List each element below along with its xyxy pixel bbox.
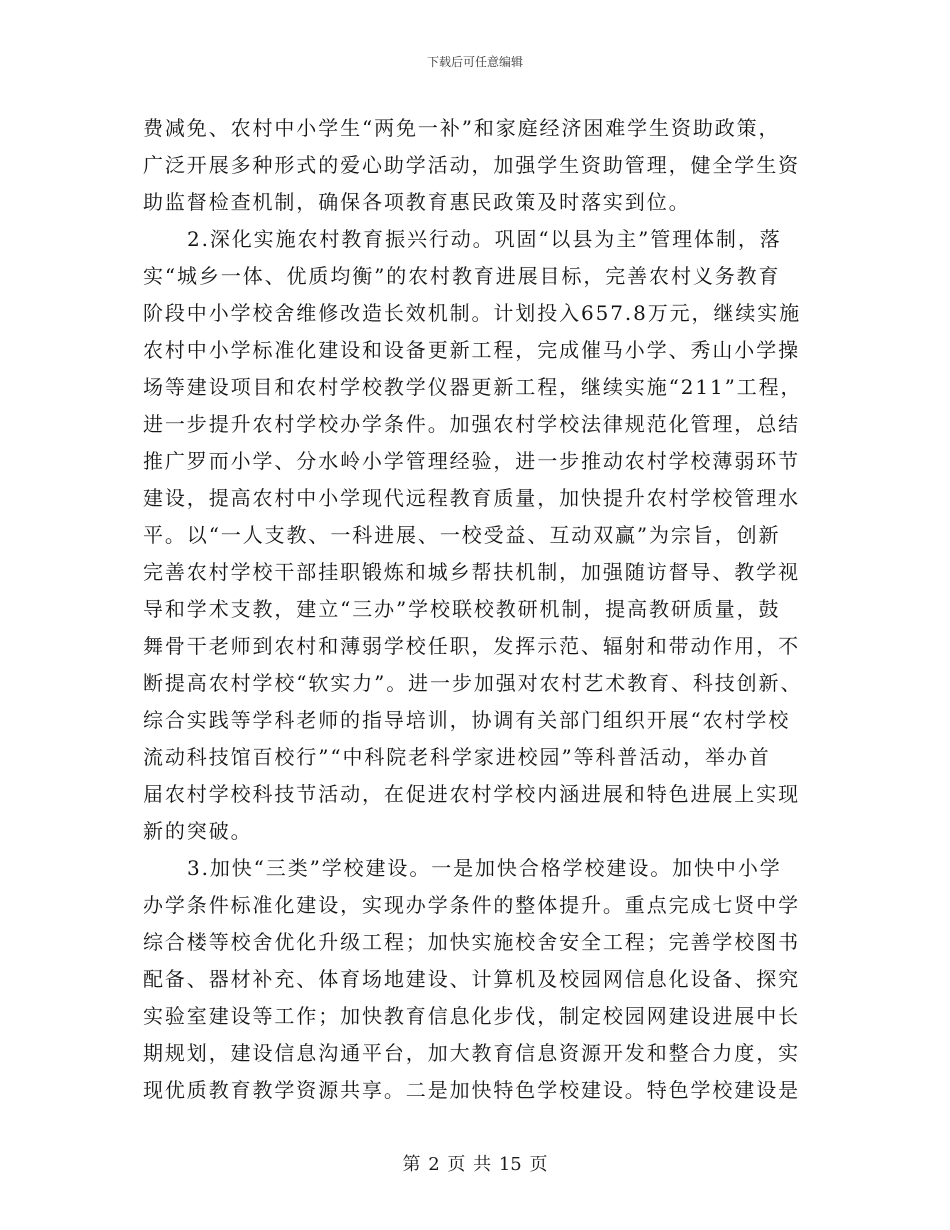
paragraph [143,850,815,1109]
text-line: 新的突破。 [143,819,253,843]
text-line: 实“城乡一体、优质均衡”的农村教育进展目标，完善农村义务教育 [143,264,781,288]
text-line: 2.深化实施农村教育振兴行动。巩固“以县为主”管理体制，落 [187,227,782,251]
text-line: 推广罗而小学、分水岭小学管理经验，进一步推动农村学校薄弱环节 [143,449,800,473]
text-line: 综合楼等校舍优化升级工程；加快实施校舍安全工程；完善学校图书 [143,930,800,954]
text-line: 导和学术支教，建立“三办”学校联校教研机制，提高教研质量，鼓 [143,597,781,621]
text-line: 建设，提高农村中小学现代远程教育质量，加快提升农村学校管理水 [143,486,800,510]
text-line: 3.加快“三类”学校建设。一是加快合格学校建设。加快中小学 [187,856,782,880]
page-header: 下载后可任意编辑 [426,55,523,69]
text-line: 费减免、农村中小学生“两免一补”和家庭经济困难学生资助政策， [143,116,781,140]
page-number-footer: 第 2 页 共 15 页 [402,1154,548,1175]
text-line: 综合实践等学科老师的指导培训，协调有关部门组织开展“农村学校 [143,708,791,732]
text-line: 场等建设项目和农村学校教学仪器更新工程，继续实施“211”工程， [143,375,803,399]
text-line: 流动科技馆百校行”“中科院老科学家进校园”等科普活动，举办首 [143,745,771,769]
text-line: 助监督检查机制，确保各项教育惠民政策及时落实到位。 [143,190,691,214]
text-line: 现优质教育教学资源共享。二是加快特色学校建设。特色学校建设是 [143,1078,800,1102]
text-line: 进一步提升农村学校办学条件。加强农村学校法律规范化管理，总结 [143,412,800,436]
text-line: 断提高农村学校“软实力”。进一步加强对农村艺术教育、科技创新、 [143,671,803,695]
text-line: 农村中小学标准化建设和设备更新工程，完成催马小学、秀山小学操 [143,338,800,362]
paragraph [143,221,815,850]
text-line: 期规划，建设信息沟通平台，加大教育信息资源开发和整合力度，实 [143,1041,800,1065]
text-line: 广泛开展多种形式的爱心助学活动，加强学生资助管理，健全学生资 [143,153,800,177]
paragraph [143,110,815,221]
text-line: 舞骨干老师到农村和薄弱学校任职，发挥示范、辐射和带动作用，不 [143,634,800,658]
text-line: 届农村学校科技节活动，在促进农村学校内涵进展和特色进展上实现 [143,782,800,806]
text-line: 办学条件标准化建设，实现办学条件的整体提升。重点完成七贤中学 [143,893,800,917]
document-body [143,110,815,1109]
text-line: 平。以“一人支教、一科进展、一校受益、互动双赢”为宗旨，创新 [143,523,781,547]
text-line: 完善农村学校干部挂职锻炼和城乡帮扶机制，加强随访督导、教学视 [143,560,800,584]
text-line: 实验室建设等工作；加快教育信息化步伐，制定校园网建设进展中长 [143,1004,800,1028]
text-line: 配备、器材补充、体育场地建设、计算机及校园网信息化设备、探究 [143,967,800,991]
text-line: 阶段中小学校舍维修改造长效机制。计划投入657.8万元，继续实施 [143,301,802,325]
